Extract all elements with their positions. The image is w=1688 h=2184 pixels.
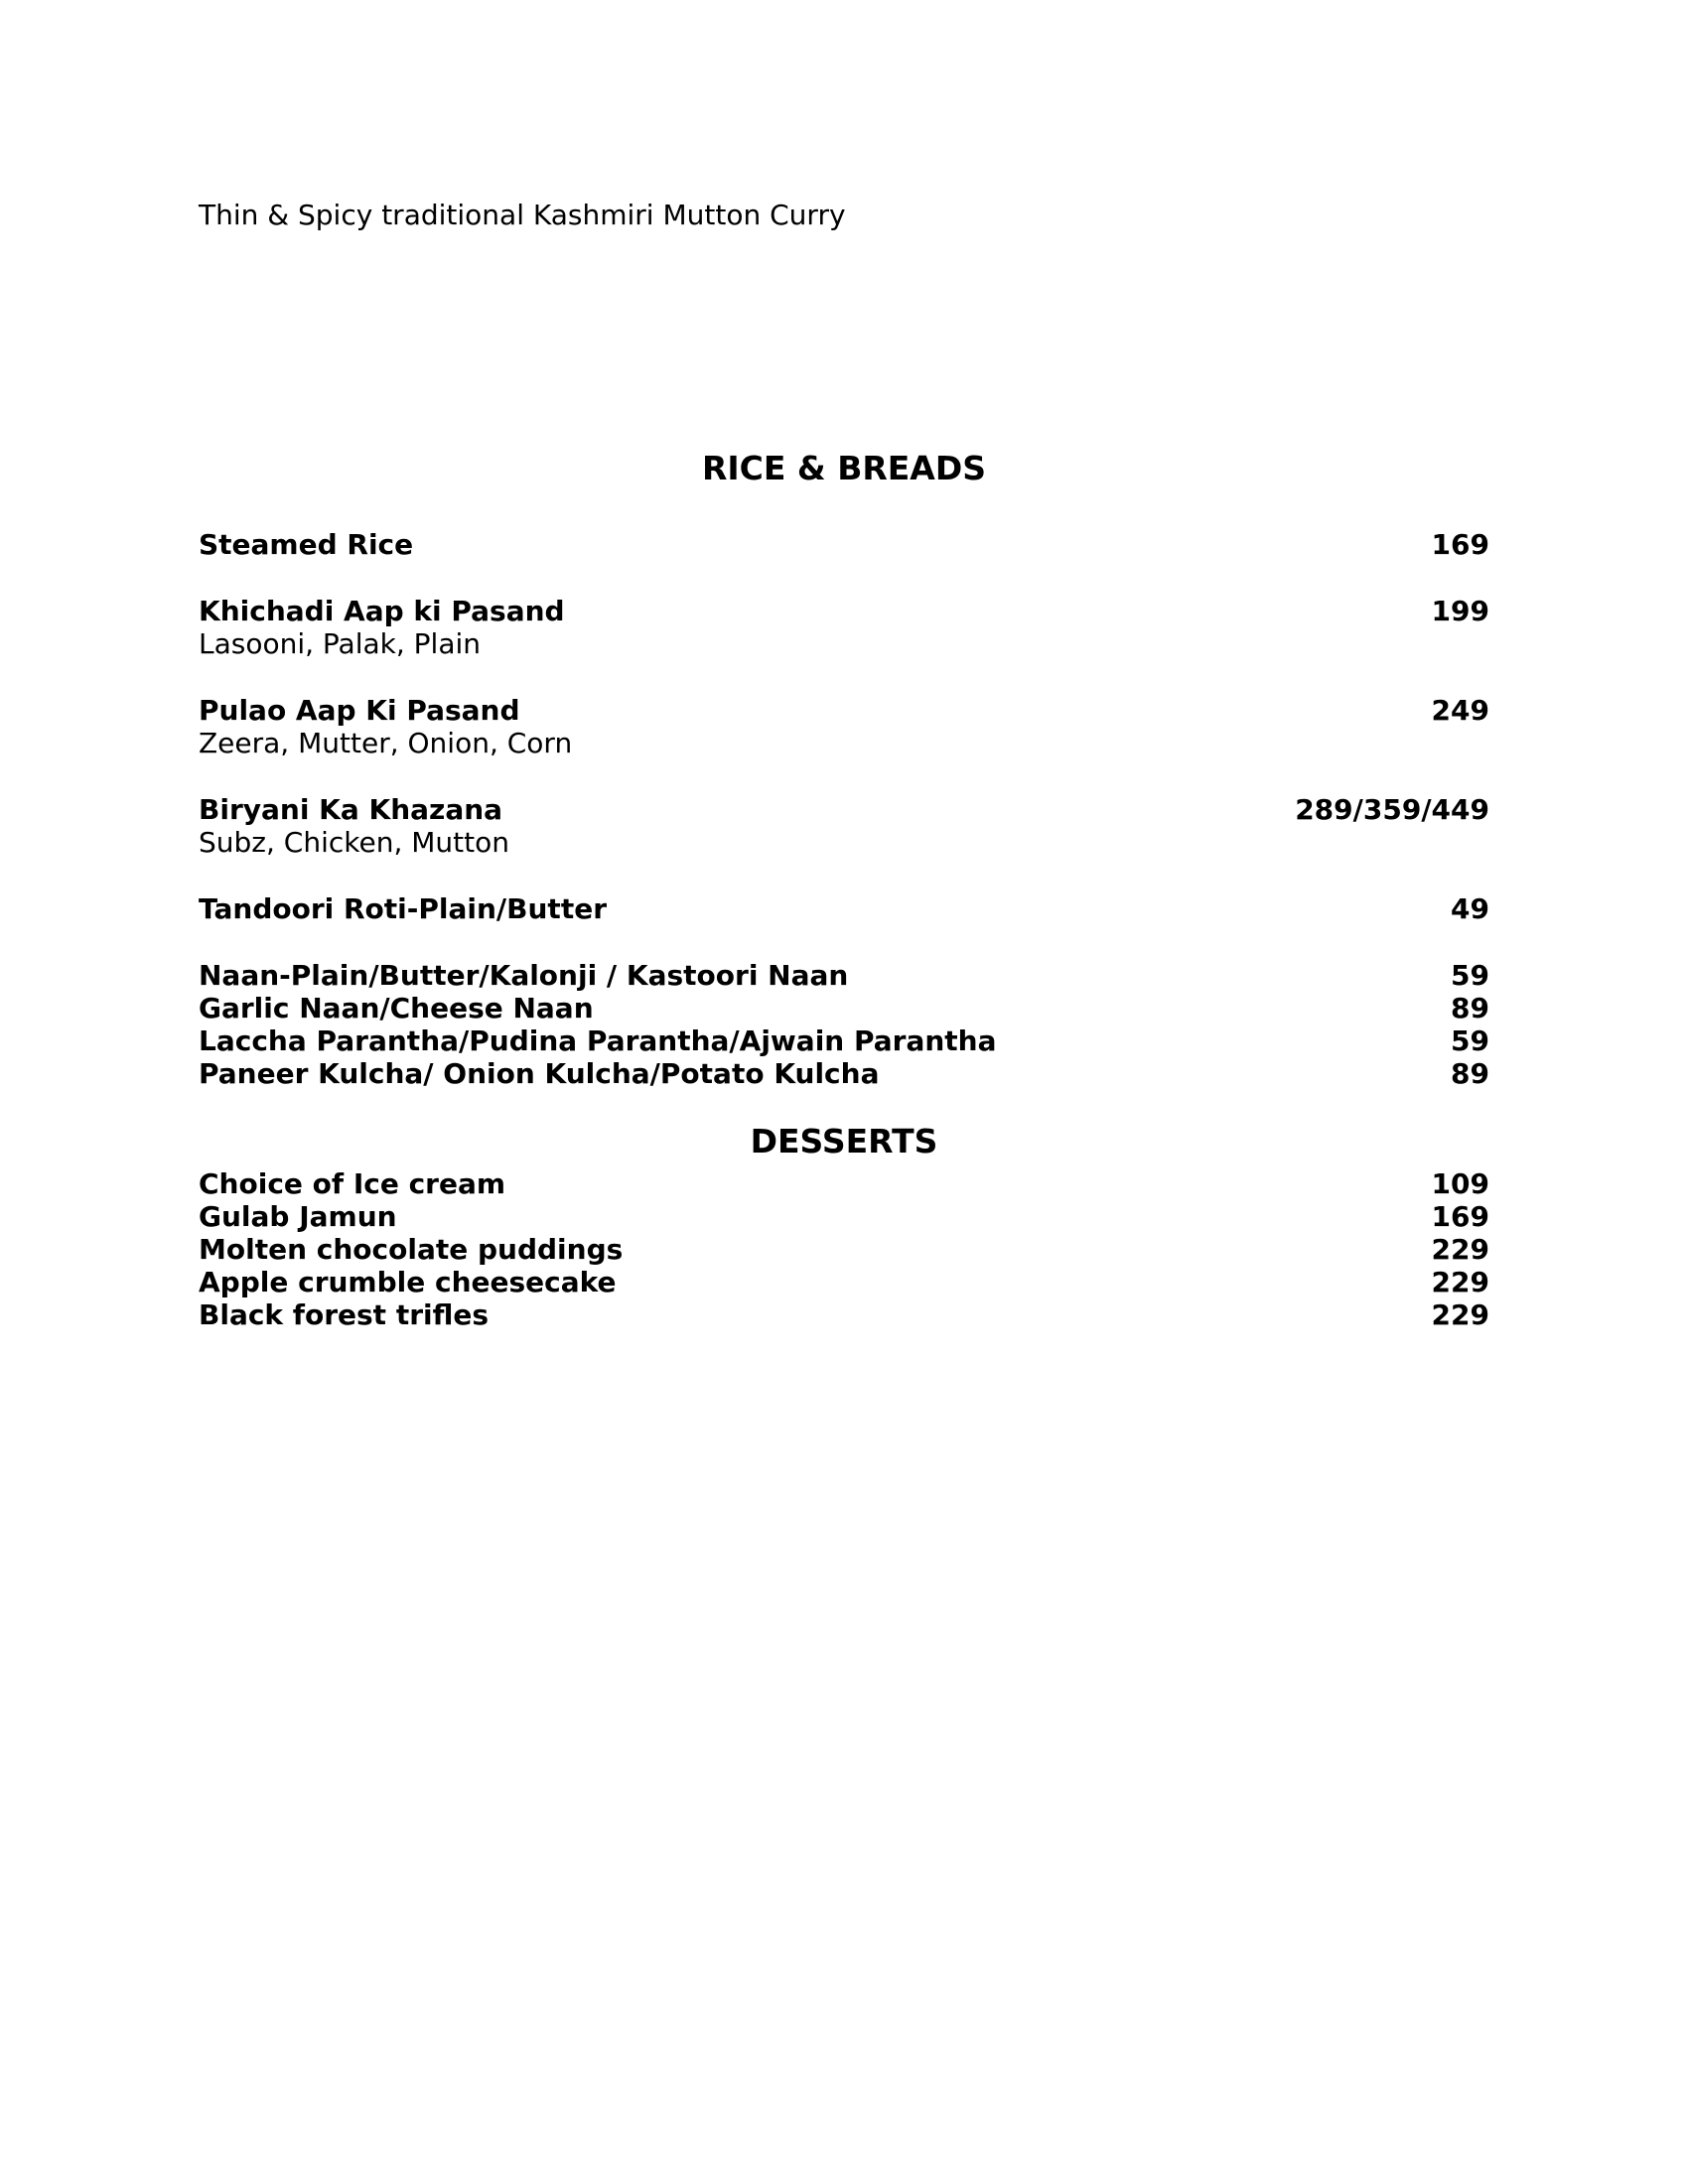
menu-item-price: 229 xyxy=(1431,1298,1489,1331)
menu-item-description: Subz, Chicken, Mutton xyxy=(199,826,509,859)
menu-item-price: 59 xyxy=(1451,1024,1489,1057)
section-heading-desserts: DESSERTS xyxy=(750,1122,938,1160)
menu-item-price: 199 xyxy=(1431,595,1489,627)
menu-item-name: Gulab Jamun xyxy=(199,1200,397,1233)
menu-item-name: Paneer Kulcha/ Onion Kulcha/Potato Kulcha xyxy=(199,1057,880,1090)
menu-item-price: 49 xyxy=(1451,892,1489,925)
menu-item-name: Steamed Rice xyxy=(199,528,414,561)
menu-item-price: 249 xyxy=(1431,694,1489,727)
menu-item-price: 89 xyxy=(1451,1057,1489,1090)
menu-item-name: Naan-Plain/Butter/Kalonji / Kastoori Naan xyxy=(199,959,849,992)
menu-item-name: Choice of Ice cream xyxy=(199,1167,506,1200)
section-heading-rice-breads: RICE & BREADS xyxy=(701,449,986,487)
menu-item-price: 229 xyxy=(1431,1233,1489,1266)
menu-item-price: 109 xyxy=(1431,1167,1489,1200)
intro-line: Thin & Spicy traditional Kashmiri Mutton Curry xyxy=(199,199,846,231)
menu-item-name: Apple crumble cheesecake xyxy=(199,1266,617,1298)
menu-item-price: 289/359/449 xyxy=(1295,793,1489,826)
menu-item-name: Tandoori Roti-Plain/Butter xyxy=(199,892,608,925)
menu-item-price: 169 xyxy=(1431,1200,1489,1233)
menu-item-name: Biryani Ka Khazana xyxy=(199,793,503,826)
menu-item-price: 169 xyxy=(1431,528,1489,561)
menu-item-name: Pulao Aap Ki Pasand xyxy=(199,694,520,727)
menu-item-name: Laccha Parantha/Pudina Parantha/Ajwain Parantha xyxy=(199,1024,997,1057)
menu-item-price: 229 xyxy=(1431,1266,1489,1298)
menu-item-name: Khichadi Aap ki Pasand xyxy=(199,595,565,627)
menu-item-name: Black forest trifles xyxy=(199,1298,490,1331)
menu-item-description: Lasooni, Palak, Plain xyxy=(199,627,482,660)
menu-item-price: 89 xyxy=(1451,992,1489,1024)
menu-item-name: Molten chocolate puddings xyxy=(199,1233,624,1266)
menu-item-price: 59 xyxy=(1451,959,1489,992)
menu-item-name: Garlic Naan/Cheese Naan xyxy=(199,992,594,1024)
menu-item-description: Zeera, Mutter, Onion, Corn xyxy=(199,727,573,759)
